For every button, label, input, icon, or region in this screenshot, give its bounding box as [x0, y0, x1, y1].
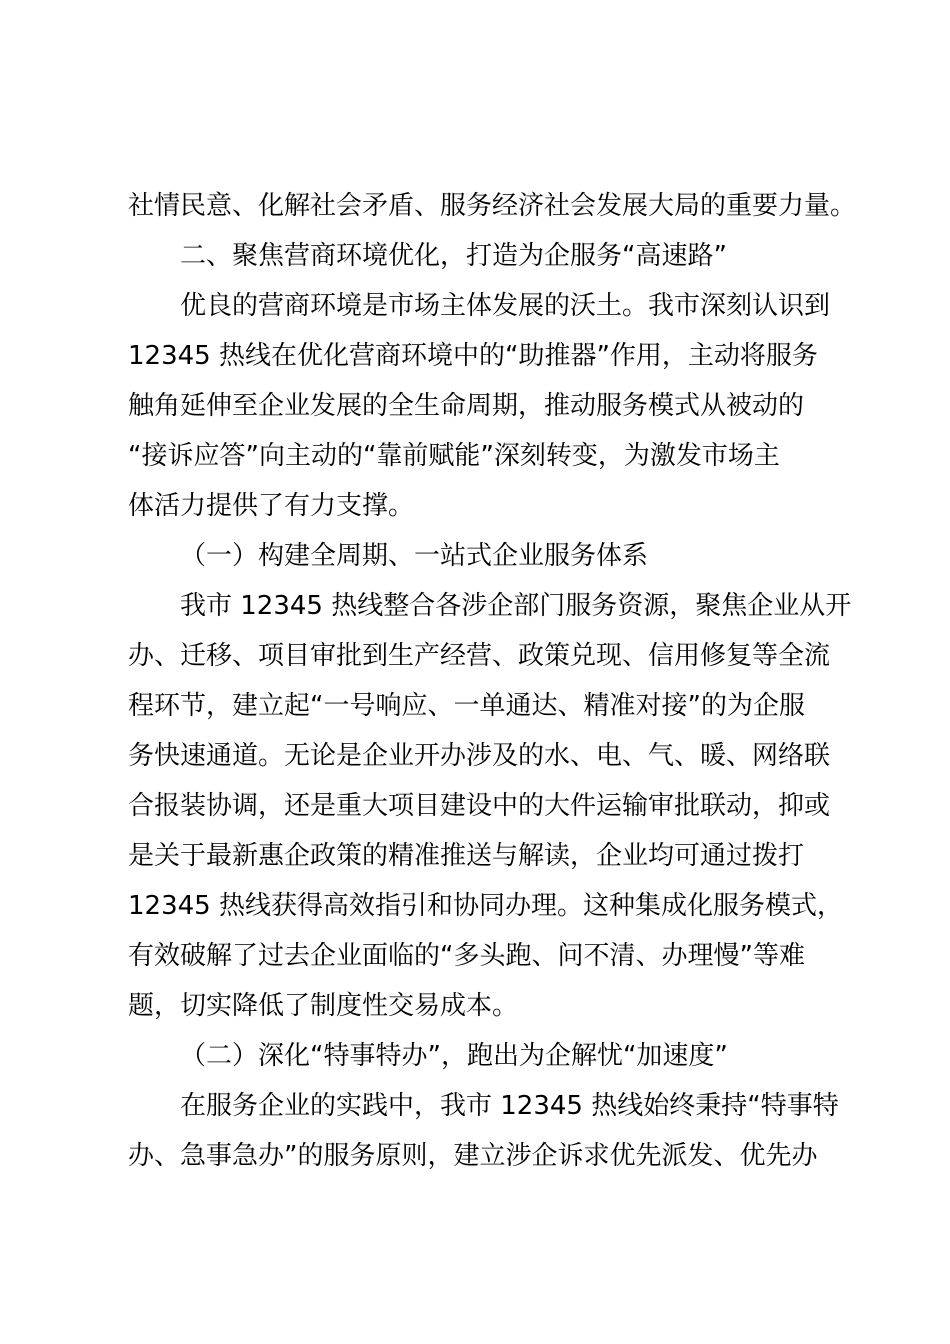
paragraph-line: 办、迁移、项目审批到生产经营、政策兑现、信用修复等全流 — [128, 641, 831, 671]
subsection-heading: （一）构建全周期、一站式企业服务体系 — [180, 541, 649, 571]
paragraph-line: 12345 热线在优化营商环境中的“助推器”作用，主动将服务 — [128, 341, 818, 371]
subsection-heading: （二）深化“特事特办”，跑出为企解忧“加速度” — [180, 1041, 728, 1071]
paragraph-line: 务快速通道。无论是企业开办涉及的水、电、气、暖、网络联 — [128, 741, 831, 771]
paragraph-line: “接诉应答”向主动的“靠前赋能”深刻转变，为激发市场主 — [128, 441, 780, 471]
paragraph-line: 12345 热线获得高效指引和协同办理。这种集成化服务模式， — [128, 891, 843, 921]
paragraph-line: 程环节，建立起“一号响应、一单通达、精准对接”的为企服 — [128, 691, 805, 721]
paragraph-line: 触角延伸至企业发展的全生命周期，推动服务模式从被动的 — [128, 391, 805, 421]
paragraph-line: 我市 12345 热线整合各涉企部门服务资源，聚焦企业从开 — [180, 591, 852, 621]
paragraph-line: 社情民意、化解社会矛盾、服务经济社会发展大局的重要力量。 — [128, 191, 857, 221]
paragraph-line: 是关于最新惠企政策的精准推送与解读，企业均可通过拨打 — [128, 841, 805, 871]
paragraph-line: 优良的营商环境是市场主体发展的沃土。我市深刻认识到 — [180, 291, 831, 321]
paragraph-line: 办、急事急办”的服务原则，建立涉企诉求优先派发、优先办 — [128, 1141, 818, 1171]
paragraph-line: 题，切实降低了制度性交易成本。 — [128, 991, 519, 1021]
paragraph-line: 合报装协调，还是重大项目建设中的大件运输审批联动，抑或 — [128, 791, 831, 821]
paragraph-line: 在服务企业的实践中，我市 12345 热线始终秉持“特事特 — [180, 1091, 839, 1121]
paragraph-line: 有效破解了过去企业面临的“多头跑、问不清、办理慢”等难 — [128, 941, 805, 971]
section-heading: 二、聚焦营商环境优化，打造为企服务“高速路” — [180, 241, 727, 271]
paragraph-line: 体活力提供了有力支撑。 — [128, 491, 415, 521]
